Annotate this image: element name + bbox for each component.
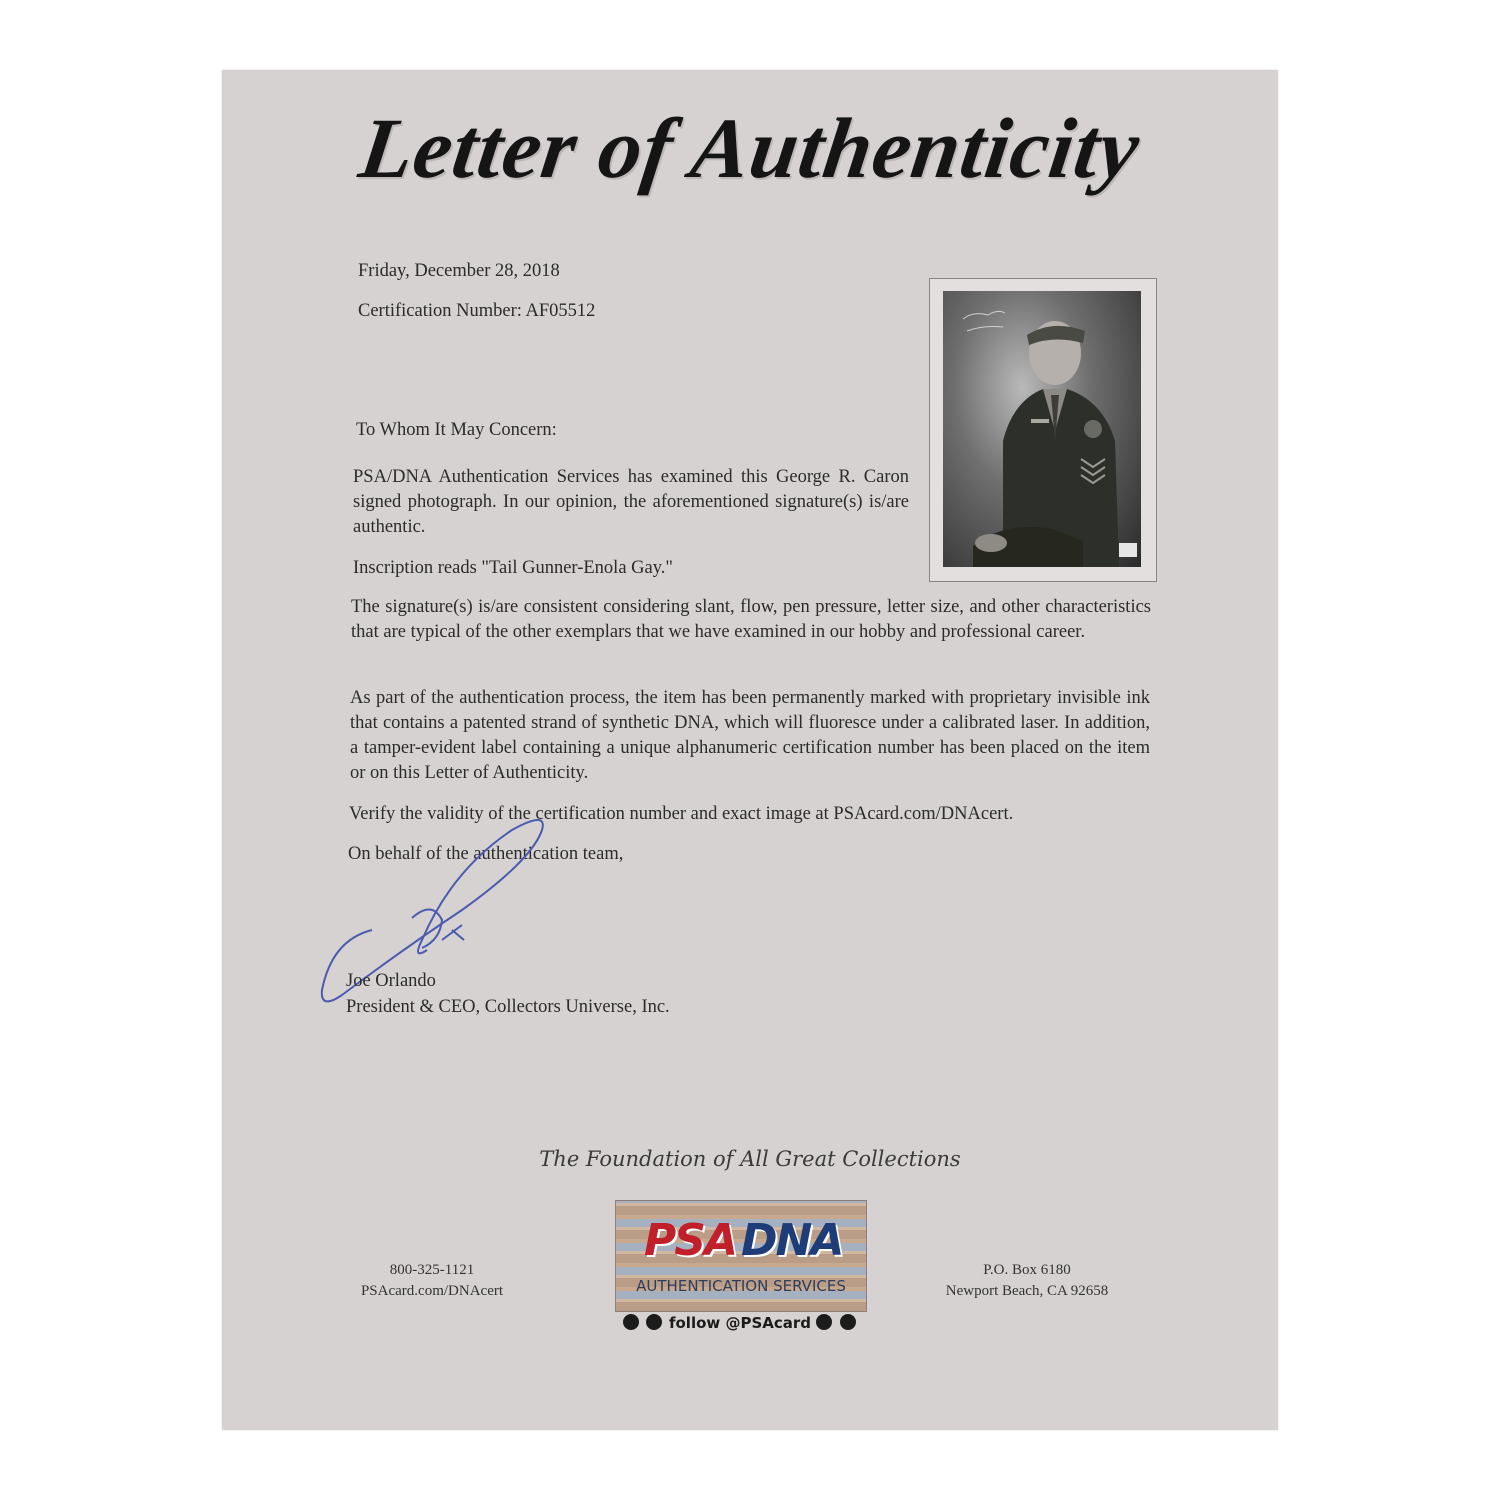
signer-name: Joe Orlando [346,971,436,991]
instagram-icon [816,1314,832,1330]
verify-line: Verify the validity of the certification number and exact image at PSAcard.com/DNAcert. [349,804,1014,824]
signer-title: President & CEO, Collectors Universe, Inc. [346,997,670,1017]
logo-dna-text: DNA [741,1215,843,1266]
behalf-line: On behalf of the authentication team, [348,844,624,864]
contact-address [922,1260,1132,1302]
letter-sheet [222,70,1278,1430]
facebook-icon [623,1314,639,1330]
website: PSAcard.com/DNAcert [360,1283,504,1299]
soldier-portrait-image [943,291,1141,567]
certification-number: Certification Number: AF05512 [358,301,596,321]
phone-number: 800-325-1121 [389,1262,475,1278]
letter-title: Letter of Authenticity [354,100,1146,196]
social-handle: follow @PSAcard [668,1314,812,1332]
contact-phone-web [332,1260,532,1302]
twitter-icon [646,1314,662,1330]
consistency-paragraph: The signature(s) is/are consistent considering slant, flow, pen pressure, letter size, and other characteristics that are typical of the other exemplars that we have examined in our hobby and professional career. [351,597,1151,642]
tagline: The Foundation of All Great Collections [539,1147,961,1171]
city-address: Newport Beach, CA 92658 [945,1283,1109,1299]
inscription-line: Inscription reads "Tail Gunner-Enola Gay." [353,558,673,578]
psa-dna-logo [615,1200,867,1312]
letter-date: Friday, December 28, 2018 [358,261,560,281]
po-box: P.O. Box 6180 [983,1262,1071,1278]
process-paragraph: As part of the authentication process, the item has been permanently marked with proprietary invisible ink that contains a patented strand of synthetic DNA, which will fluoresce under a calibrated laser. In addition, a tamper-evident label containing a unique alphanumeric certification number has been placed on the item or on this Letter of Authenticity. [350,688,1150,783]
logo-subtitle: AUTHENTICATION SERVICES [636,1277,846,1295]
greeting: To Whom It May Concern: [356,420,557,440]
signed-photograph-mount [929,278,1157,582]
logo-psa-text: PSA [644,1215,736,1266]
social-follow [615,1314,865,1332]
examination-paragraph: PSA/DNA Authentication Services has examined this George R. Caron signed photograph. In our opinion, the aforementioned signature(s) is/are authentic. [353,467,909,537]
youtube-icon [840,1314,856,1330]
signed-photograph [943,291,1141,567]
